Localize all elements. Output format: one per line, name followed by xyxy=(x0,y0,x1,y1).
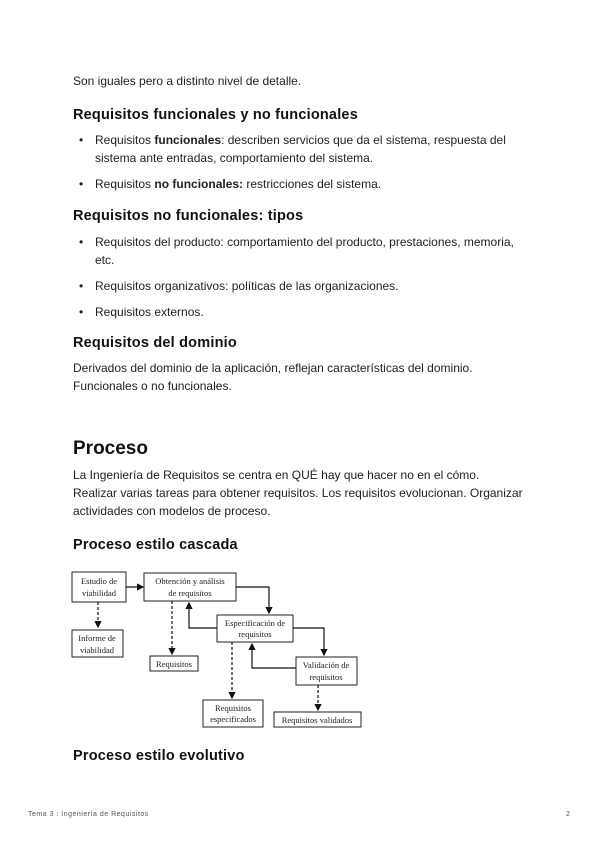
section-title-dominio: Requisitos del dominio xyxy=(73,335,237,351)
label-requisitos: Requisitos xyxy=(156,659,192,669)
label-informe-2: viabilidad xyxy=(80,645,114,655)
section-title-tipos: Requisitos no funcionales: tipos xyxy=(73,208,304,224)
label-validados: Requisitos validados xyxy=(281,715,353,725)
label-validacion-1: Validación de xyxy=(302,660,350,670)
label-especificados-2: especificados xyxy=(210,714,256,724)
dominio-text-1: Derivados del dominio de la aplicación, reflejan características del dominio. xyxy=(73,361,473,375)
list-item: • Requisitos externos. xyxy=(73,303,533,321)
label-estudio-2: viabilidad xyxy=(82,588,116,598)
list-item: • Requisitos del producto: comportamiento del producto, prestaciones, memoria, etc. xyxy=(73,233,533,269)
footer-title: Tema 3 : Ingeniería de Requisitos xyxy=(28,811,149,818)
label-especificados-1: Requisitos xyxy=(215,703,251,713)
label-obtencion-2: de requisitos xyxy=(168,588,212,598)
section-title-proceso: Proceso xyxy=(73,438,148,459)
proceso-text-1: La Ingeniería de Requisitos se centra en QUÉ hay que hacer no en el cómo. xyxy=(73,468,480,482)
list-item: • Requisitos funcionales: describen servicios que da el sistema, respuesta del sistema ante entradas, comportamiento del sistema. xyxy=(73,131,533,167)
label-obtencion-1: Obtención y análisis xyxy=(155,576,225,586)
list-item: • Requisitos organizativos: políticas de las organizaciones. xyxy=(73,277,533,295)
section-title-evolutivo: Proceso estilo evolutivo xyxy=(73,748,245,764)
list-item: • Requisitos no funcionales: restricciones del sistema. xyxy=(73,175,533,193)
proceso-text-2: Realizar varias tareas para obtener requisitos. Los requisitos evolucionan. Organizar actividades con modelos de proceso. xyxy=(73,486,523,518)
intro-text: Son iguales pero a distinto nivel de detalle. xyxy=(73,74,302,88)
label-especificacion-2: requisitos xyxy=(238,629,272,639)
dominio-text-2: Funcionales o no funcionales. xyxy=(73,379,232,393)
section-title-funcionales: Requisitos funcionales y no funcionales xyxy=(73,107,358,123)
page-number: 2 xyxy=(566,811,570,818)
label-estudio-1: Estudio de xyxy=(80,576,118,586)
label-especificacion-1: Especificación de xyxy=(224,618,286,628)
section-title-cascada: Proceso estilo cascada xyxy=(73,537,238,553)
label-validacion-2: requisitos xyxy=(309,672,343,682)
label-informe-1: Informe de xyxy=(78,633,116,643)
